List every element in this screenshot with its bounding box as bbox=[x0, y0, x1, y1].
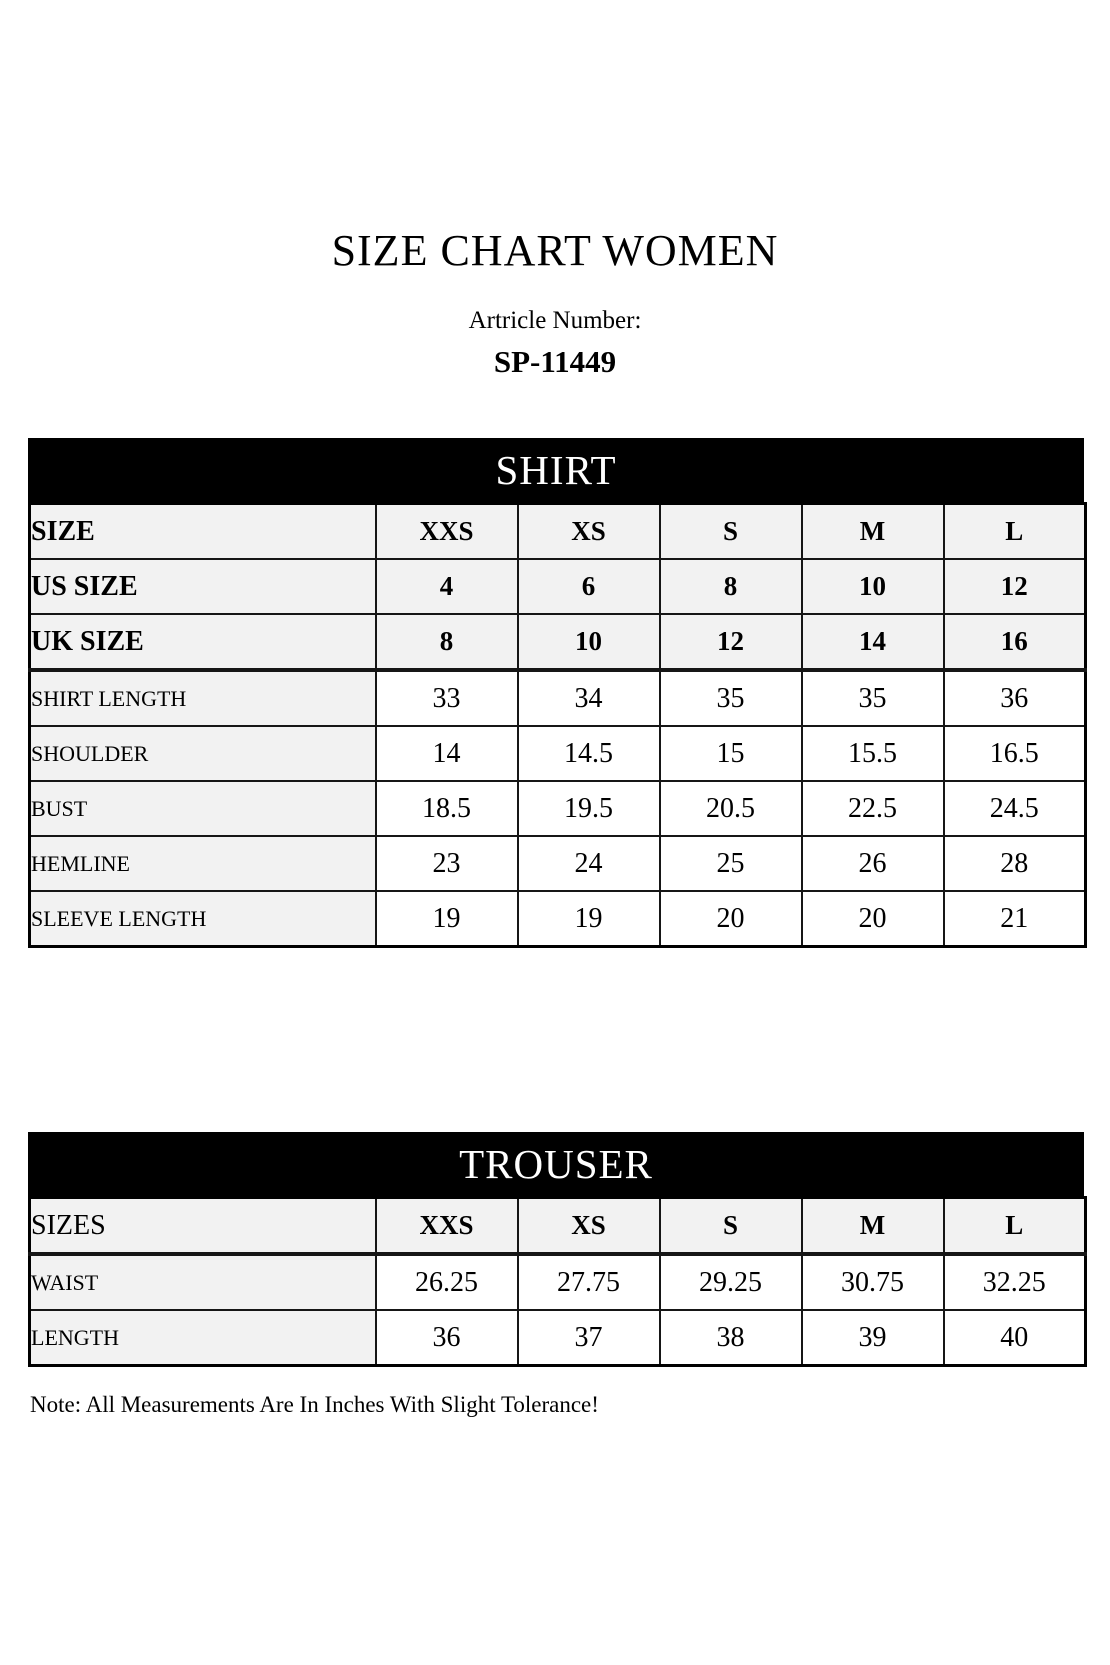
value-cell: 20.5 bbox=[660, 781, 802, 836]
column-header-cell: S bbox=[660, 1198, 802, 1255]
row-label-cell: SHIRT LENGTH bbox=[30, 670, 376, 726]
value-cell: 22.5 bbox=[802, 781, 944, 836]
table-row bbox=[30, 781, 1086, 836]
value-cell: 12 bbox=[660, 614, 802, 670]
table-row bbox=[30, 836, 1086, 891]
value-cell: 8 bbox=[376, 614, 518, 670]
table-row bbox=[30, 726, 1086, 781]
trouser-table-banner: TROUSER bbox=[28, 1132, 1084, 1196]
value-cell: 18.5 bbox=[376, 781, 518, 836]
value-cell: 29.25 bbox=[660, 1254, 802, 1310]
value-cell: 26 bbox=[802, 836, 944, 891]
row-label-cell: HEMLINE bbox=[30, 836, 376, 891]
row-label-cell: SIZES bbox=[30, 1198, 376, 1255]
value-cell: 39 bbox=[802, 1310, 944, 1366]
value-cell: 20 bbox=[660, 891, 802, 947]
column-header-cell: XS bbox=[518, 1198, 660, 1255]
row-label-cell: SHOULDER bbox=[30, 726, 376, 781]
value-cell: 21 bbox=[944, 891, 1086, 947]
value-cell: 6 bbox=[518, 559, 660, 614]
value-cell: 14 bbox=[802, 614, 944, 670]
article-number-label: Artricle Number: bbox=[468, 307, 642, 334]
value-cell: 20 bbox=[802, 891, 944, 947]
table-row bbox=[30, 1310, 1086, 1366]
value-cell: 38 bbox=[660, 1310, 802, 1366]
article-number-value: SP-11449 bbox=[493, 344, 617, 379]
row-label-cell: BUST bbox=[30, 781, 376, 836]
value-cell: 35 bbox=[802, 670, 944, 726]
column-header-cell: M bbox=[802, 1198, 944, 1255]
value-cell: 12 bbox=[944, 559, 1086, 614]
shirt-size-table bbox=[28, 502, 1087, 948]
value-cell: 37 bbox=[518, 1310, 660, 1366]
row-label-cell: WAIST bbox=[30, 1254, 376, 1310]
value-cell: 30.75 bbox=[802, 1254, 944, 1310]
column-header-cell: S bbox=[660, 504, 802, 560]
table-row bbox=[30, 670, 1086, 726]
table-row bbox=[30, 1198, 1086, 1255]
column-header-cell: M bbox=[802, 504, 944, 560]
table-row bbox=[30, 614, 1086, 670]
column-header-cell: L bbox=[944, 1198, 1086, 1255]
value-cell: 15 bbox=[660, 726, 802, 781]
value-cell: 36 bbox=[944, 670, 1086, 726]
measurement-note: Note: All Measurements Are In Inches With Slight Tolerance! bbox=[30, 1392, 599, 1417]
row-label-cell: LENGTH bbox=[30, 1310, 376, 1366]
value-cell: 16.5 bbox=[944, 726, 1086, 781]
value-cell: 40 bbox=[944, 1310, 1086, 1366]
table-row bbox=[30, 504, 1086, 560]
row-label-cell: SLEEVE LENGTH bbox=[30, 891, 376, 947]
table-row bbox=[30, 891, 1086, 947]
value-cell: 32.25 bbox=[944, 1254, 1086, 1310]
column-header-cell: XXS bbox=[376, 504, 518, 560]
value-cell: 10 bbox=[802, 559, 944, 614]
value-cell: 28 bbox=[944, 836, 1086, 891]
value-cell: 8 bbox=[660, 559, 802, 614]
row-label-cell: SIZE bbox=[30, 504, 376, 560]
value-cell: 14 bbox=[376, 726, 518, 781]
trouser-size-table-section bbox=[28, 1132, 1084, 1367]
shirt-table-banner: SHIRT bbox=[28, 438, 1084, 502]
value-cell: 24.5 bbox=[944, 781, 1086, 836]
value-cell: 19 bbox=[518, 891, 660, 947]
table-row bbox=[30, 559, 1086, 614]
trouser-size-table bbox=[28, 1196, 1087, 1367]
value-cell: 35 bbox=[660, 670, 802, 726]
column-header-cell: XS bbox=[518, 504, 660, 560]
value-cell: 15.5 bbox=[802, 726, 944, 781]
value-cell: 27.75 bbox=[518, 1254, 660, 1310]
value-cell: 14.5 bbox=[518, 726, 660, 781]
value-cell: 34 bbox=[518, 670, 660, 726]
shirt-size-table-section bbox=[28, 438, 1084, 948]
column-header-cell: XXS bbox=[376, 1198, 518, 1255]
page-title: SIZE CHART WOMEN bbox=[331, 226, 779, 275]
value-cell: 23 bbox=[376, 836, 518, 891]
value-cell: 26.25 bbox=[376, 1254, 518, 1310]
value-cell: 4 bbox=[376, 559, 518, 614]
value-cell: 19 bbox=[376, 891, 518, 947]
value-cell: 25 bbox=[660, 836, 802, 891]
column-header-cell: L bbox=[944, 504, 1086, 560]
value-cell: 16 bbox=[944, 614, 1086, 670]
value-cell: 33 bbox=[376, 670, 518, 726]
table-row bbox=[30, 1254, 1086, 1310]
row-label-cell: UK SIZE bbox=[30, 614, 376, 670]
value-cell: 24 bbox=[518, 836, 660, 891]
value-cell: 19.5 bbox=[518, 781, 660, 836]
value-cell: 10 bbox=[518, 614, 660, 670]
row-label-cell: US SIZE bbox=[30, 559, 376, 614]
value-cell: 36 bbox=[376, 1310, 518, 1366]
